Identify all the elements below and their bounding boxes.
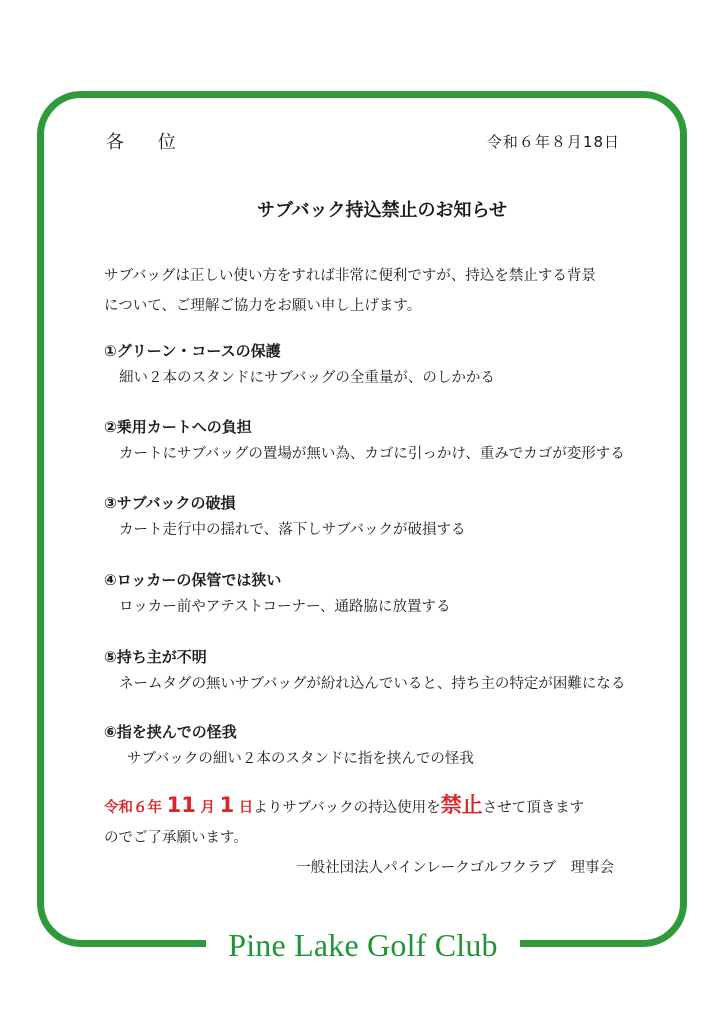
ban-day-number: 1	[219, 793, 235, 817]
reason-description: ロッカー前やアテストコーナー、通路脇に放置する	[119, 599, 451, 615]
ban-month-number: 11	[166, 793, 196, 817]
ban-month-unit: 月	[200, 800, 215, 816]
club-name-footer: Pine Lake Golf Club	[206, 920, 520, 970]
reason-description: カートにサブバッグの置場が無い為、カゴに引っかけ、重みでカゴが変形する	[119, 446, 625, 462]
ban-notice-line-1	[104, 790, 644, 823]
intro-paragraph	[104, 261, 634, 321]
notice-date: 令和６年８月18日	[486, 133, 620, 151]
reason-description: カート走行中の揺れで、落下しサブバックが破損する	[119, 522, 466, 538]
reason-heading: ⑤持ち主が不明	[104, 648, 207, 666]
reason-heading: ④ロッカーの保管では狭い	[104, 571, 282, 589]
reason-heading: ③サブバックの破損	[104, 494, 236, 512]
reason-heading: ②乗用カートへの負担	[104, 418, 252, 436]
ban-mid-text: よりサブバックの持込使用を	[253, 800, 441, 816]
reason-description: 細い２本のスタンドにサブバッグの全重量が、のしかかる	[119, 370, 495, 386]
reason-item-1	[104, 340, 644, 389]
ban-notice	[104, 790, 644, 853]
reason-description: ネームタグの無いサブバッグが紛れ込んでいると、持ち主の特定が困難になる	[119, 676, 626, 692]
reason-heading: ①グリーン・コースの保護	[104, 342, 281, 360]
document-title: サブバック持込禁止のお知らせ	[256, 200, 508, 221]
intro-line-1: サブバッグは正しい使い方をすれば非常に便利ですが、持込を禁止する背景	[104, 268, 596, 284]
ban-tail-text: させて頂きます	[482, 800, 585, 816]
reason-heading: ⑥指を挟んでの怪我	[104, 723, 237, 741]
reason-item-2	[104, 416, 644, 465]
reason-item-4	[104, 569, 644, 618]
intro-line-2: について、ご理解ご協力をお願い申し上げます。	[104, 298, 422, 314]
reason-item-3	[104, 492, 644, 541]
ban-day-unit: 日	[238, 800, 254, 816]
ban-notice-line-2: のでご了承願います。	[104, 830, 248, 846]
addressee: 各 位	[106, 132, 190, 153]
reason-item-5	[104, 646, 644, 695]
signature: 一般社団法人パインレークゴルフクラブ 理事会	[296, 860, 614, 876]
reason-item-6	[104, 721, 644, 770]
ban-emphasis: 禁止	[440, 793, 483, 817]
reason-description: サブバックの細い２本のスタンドに指を挟んでの怪我	[127, 751, 474, 767]
ban-era-year: 令和６年	[104, 800, 162, 816]
